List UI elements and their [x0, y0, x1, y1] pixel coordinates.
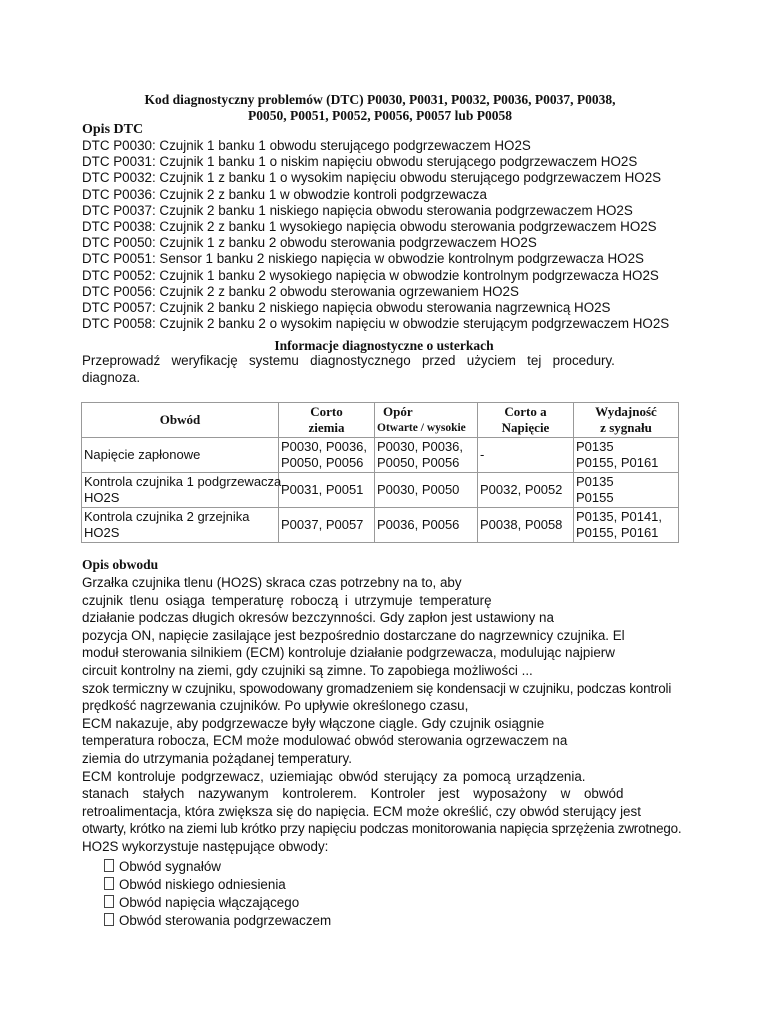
circuit-line: pozycja ON, napięcie zasilające jest bezpośrednio dostarczane do nagrzewnicy czujnika. El — [82, 627, 625, 643]
header-opor: Opór Otwarte / wysokie — [375, 403, 478, 438]
table-row — [82, 508, 679, 543]
dtc-item: DTC P0030: Czujnik 1 banku 1 obwodu sterującego podgrzewaczem HO2S — [82, 138, 531, 153]
cell-corto-napiecie: - — [478, 438, 574, 473]
cell-corto-napiecie: P0038, P0058 — [478, 508, 574, 543]
list-item: Obwód niskiego odniesienia — [104, 876, 331, 894]
circuit-paragraph — [82, 574, 722, 856]
info-word: przed — [421, 353, 456, 368]
circuit-line: retroalimentacja, która zwiększa się do napięcia. ECM może określić, czy obwód sterujący jest — [82, 803, 641, 819]
cell-obwod: Kontrola czujnika 1 podgrzewacza HO2S — [82, 473, 279, 508]
dtc-item: DTC P0037: Czujnik 2 banku 1 niskiego napięcia obwodu sterowania podgrzewaczem HO2S — [82, 202, 633, 218]
cell-corto-ziemia: P0031, P0051 — [279, 473, 375, 508]
info-heading: Informacje diagnostyczne o usterkach — [274, 338, 494, 353]
cell-obwod: Napięcie zapłonowe — [82, 438, 279, 473]
table-row — [82, 438, 679, 473]
list-item: Obwód sygnałów — [104, 858, 331, 876]
circuit-line: działanie podczas długich okresów bezczynności. Gdy zapłon jest ustawiony na — [82, 610, 554, 626]
circuit-line: czujnik tlenu osiąga temperaturę roboczą i utrzymuje temperaturę — [82, 592, 492, 608]
cell-wydajnosc: P0135 P0155, P0161 — [574, 438, 679, 473]
info-line-1 — [82, 353, 615, 370]
cell-obwod: Kontrola czujnika 2 grzejnika HO2S — [82, 508, 279, 543]
dtc-item: DTC P0057: Czujnik 2 banku 2 niskiego napięcia obwodu sterowania nagrzewnicą HO2S — [82, 300, 611, 316]
circuit-line: ziemia do utrzymania pożądanej temperatury. — [82, 750, 352, 766]
cell-wydajnosc: P0135, P0141, P0155, P0161 — [574, 508, 679, 543]
header-wydajnosc: Wydajność z sygnału — [574, 403, 679, 438]
circuit-line: szok termiczny w czujniku, spowodowany gromadzeniem się kondensacji w czujniku, podczas kontroli — [82, 680, 672, 696]
cell-opor: P0030, P0050 — [375, 473, 478, 508]
circuit-heading: Opis obwodu — [82, 557, 159, 572]
circuit-line: moduł sterowania silnikiem (ECM) kontroluje działanie podgrzewacza, modulując najpierw — [82, 645, 615, 661]
circuit-line: stanach stałych nazywanym kontrolerem. Kontroler jest wyposażony w obwód — [82, 786, 624, 802]
info-word: procedury. — [552, 353, 615, 368]
list-item: Obwód sterowania podgrzewaczem — [104, 912, 331, 930]
info-word: systemu — [248, 353, 299, 368]
circuit-line: temperatura robocza, ECM może modulować obwód sterowania ogrzewaczem na — [82, 733, 568, 749]
info-word: tej — [527, 353, 542, 368]
circuit-line: otwarty, krótko na ziemi lub krótko przy napięciu podczas monitorowania napięcia sprzężenia zwrotnego. — [82, 821, 682, 837]
dtc-item: DTC P0056: Czujnik 2 z banku 2 obwodu sterowania ogrzewaniem HO2S — [82, 283, 519, 299]
checkbox-glyph-icon — [104, 859, 114, 872]
circuit-line: HO2S wykorzystuje następujące obwody: — [82, 838, 329, 854]
dtc-heading: Opis DTC — [82, 122, 144, 137]
info-word: weryfikację — [171, 353, 238, 368]
dtc-item: DTC P0032: Czujnik 1 z banku 1 o wysokim napięciu obwodu sterującego podgrzewaczem HO2S — [82, 170, 662, 186]
info-word: Przeprowadź — [82, 353, 161, 368]
cell-corto-ziemia: P0037, P0057 — [279, 508, 375, 543]
header-corto-ziemia: Corto ziemia — [279, 403, 375, 438]
info-paragraph — [82, 353, 642, 386]
info-word: diagnostycznego — [310, 353, 411, 368]
circuit-bullet-list — [104, 858, 331, 930]
circuit-line: prędkość nagrzewania czujników. Po upływie określonego czasu, — [82, 698, 469, 714]
checkbox-glyph-icon — [104, 877, 114, 890]
table-header-row — [82, 403, 679, 438]
dtc-list — [82, 138, 722, 332]
dtc-item: DTC P0036: Czujnik 2 z banku 1 w obwodzie kontroli podgrzewacza — [82, 186, 487, 202]
title-line-2: P0050, P0051, P0052, P0056, P0057 lub P0058 — [248, 108, 512, 123]
info-line-2: diagnoza. — [82, 369, 141, 385]
cell-opor: P0030, P0036, P0050, P0056 — [375, 438, 478, 473]
table-row — [82, 473, 679, 508]
list-item: Obwód napięcia włączającego — [104, 894, 331, 912]
cell-wydajnosc: P0135 P0155 — [574, 473, 679, 508]
circuit-line: ECM nakazuje, aby podgrzewacze były włączone ciągle. Gdy czujnik osiągnie — [82, 715, 545, 731]
document-title — [80, 92, 680, 124]
circuit-line: circuit kontrolny na ziemi, gdy czujniki są zimne. To zapobiega możliwości ... — [82, 662, 533, 678]
dtc-item: DTC P0050: Czujnik 1 z banku 2 obwodu sterowania podgrzewaczem HO2S — [82, 235, 537, 251]
checkbox-glyph-icon — [104, 913, 114, 926]
dtc-item: DTC P0058: Czujnik 2 banku 2 o wysokim napięciu w obwodzie sterującym podgrzewaczem HO2S — [82, 316, 670, 332]
header-corto-napiecie: Corto a Napięcie — [478, 403, 574, 438]
info-word: użyciem — [466, 353, 516, 368]
dtc-item: DTC P0031: Czujnik 1 banku 1 o niskim napięciu obwodu sterującego podgrzewaczem HO2S — [82, 154, 638, 170]
checkbox-glyph-icon — [104, 895, 114, 908]
circuit-line: Grzałka czujnika tlenu (HO2S) skraca czas potrzebny na to, aby — [82, 575, 462, 590]
dtc-item: DTC P0051: Sensor 1 banku 2 niskiego napięcia w obwodzie kontrolnym podgrzewacza HO2S — [82, 251, 644, 267]
cell-corto-napiecie: P0032, P0052 — [478, 473, 574, 508]
dtc-item: DTC P0038: Czujnik 2 z banku 1 wysokiego napięcia obwodu sterowania podgrzewaczem HO2S — [82, 219, 657, 235]
dtc-item: DTC P0052: Czujnik 1 banku 2 wysokiego napięcia w obwodzie kontrolnym podgrzewacza HO2S — [82, 267, 659, 283]
header-obwod: Obwód — [82, 403, 279, 438]
diagnostic-table — [81, 402, 679, 543]
circuit-line: ECM kontroluje podgrzewacz, uziemiając obwód sterujący za pomocą urządzenia. — [82, 768, 586, 784]
cell-opor: P0036, P0056 — [375, 508, 478, 543]
cell-corto-ziemia: P0030, P0036, P0050, P0056 — [279, 438, 375, 473]
title-line-1: Kod diagnostyczny problemów (DTC) P0030, P0031, P0032, P0036, P0037, P0038, — [144, 92, 616, 107]
